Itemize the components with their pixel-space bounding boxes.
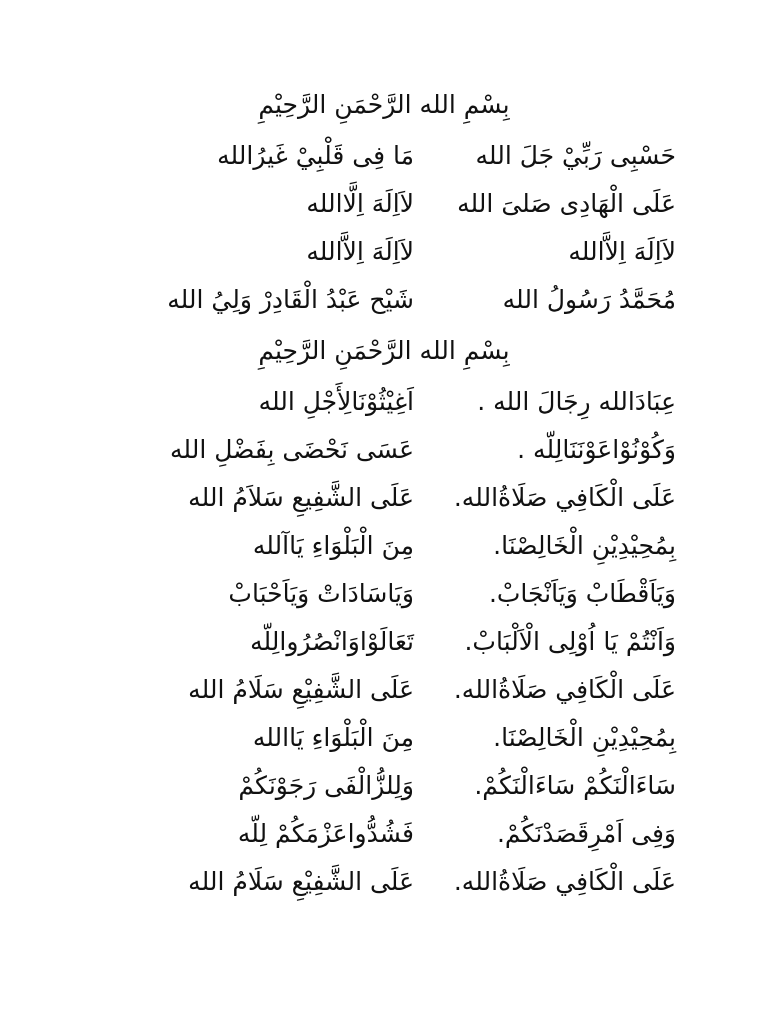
verse-second-hemistich: فَشُدُّواعَزْمَكُمْ لِلّه <box>237 819 414 848</box>
verse-line <box>156 670 676 710</box>
verse-second-hemistich: اَغِيْثُوْنَالِأَجْلِ الله <box>258 387 414 416</box>
verse-second-hemistich: وَيَاسَادَاتْ وَيَاَحْبَابْ <box>228 579 414 608</box>
verse-second-hemistich: عَسَى نَحْضَى بِفَضْلِ الله <box>170 435 414 464</box>
verse-first-hemistich: سَاءَالْنَكُمْ سَاءَالْنَكُمْ. <box>474 771 676 800</box>
verse-second-hemistich: لاَاِلَهَ اِلَّاالله <box>306 189 414 218</box>
verse-second-hemistich: وَلِلزُّالْفَى رَجَوْنَكُمْ <box>238 771 414 800</box>
verse-first-hemistich: وَاَنْتُمْ يَا اُوْلِى الْاَلْبَابْ. <box>464 627 676 656</box>
verse-line <box>156 766 676 806</box>
verse-second-hemistich: لاَاِلَهَ اِلاَّالله <box>306 237 414 266</box>
verse-second-hemistich: تَعَالَوْاوَانْصُرُوالِلّه <box>250 627 414 656</box>
verse-first-hemistich: وَكُوْنُوْاعَوْنَنَالِلّه . <box>517 435 676 464</box>
verse-line <box>156 718 676 758</box>
verse-line <box>156 184 676 224</box>
verse-second-hemistich: مِنَ الْبَلْوَاءِ يَاآلله <box>252 531 414 560</box>
verse-first-hemistich: لاَاِلَهَ اِلاَّالله <box>568 237 676 266</box>
verse-line <box>156 814 676 854</box>
verse-line <box>156 526 676 566</box>
verse-first-hemistich: مُحَمَّدُ رَسُولُ الله <box>502 285 676 314</box>
verse-line <box>156 382 676 422</box>
verse-line <box>156 136 676 176</box>
verse-first-hemistich: عَلَى الْكَافِي صَلَاةُالله. <box>453 675 676 704</box>
basmala-heading: بِسْمِ الله الرَّحْمَنِ الرَّحِيْمِ <box>258 336 510 365</box>
verse-line <box>156 478 676 518</box>
verse-line <box>156 622 676 662</box>
verse-line <box>156 280 676 320</box>
verse-first-hemistich: بِمُحِيْدِيْنِ الْخَالِصْنَا. <box>493 531 676 560</box>
verse-line <box>156 430 676 470</box>
verse-first-hemistich: وَيَاَقْطَابْ وَيَاَنْجَابْ. <box>488 579 676 608</box>
verse-second-hemistich: مِنَ الْبَلْوَاءِ يَاالله <box>252 723 414 752</box>
verse-second-hemistich: عَلَى الشَّفِيْعِ سَلَامُ الله <box>188 675 414 704</box>
verse-second-hemistich: عَلَى الشَّفِيعِ سَلاَمُ الله <box>188 483 414 512</box>
verse-line <box>156 232 676 272</box>
verse-second-hemistich: شَيْح عَبْدُ الْقَادِرْ وَلِيُ الله <box>167 285 414 314</box>
verse-first-hemistich: بِمُحِيْدِيْنِ الْخَالِصْنَا. <box>493 723 676 752</box>
verse-first-hemistich: حَسْبِى رَبِّيْ جَلَ الله <box>475 141 676 170</box>
basmala-heading: بِسْمِ الله الرَّحْمَنِ الرَّحِيْمِ <box>258 90 510 119</box>
verse-first-hemistich: وَفِى اَمْرِقَصَدْنَكُمْ. <box>496 819 676 848</box>
verse-second-hemistich: مَا فِى قَلْبِيْ غَيرُالله <box>217 141 414 170</box>
verse-first-hemistich: عَلَى الْكَافِي صَلَاةُالله. <box>453 867 676 896</box>
verse-first-hemistich: عَلَى الْهَادِى صَلىَ الله <box>457 189 676 218</box>
verse-line <box>156 862 676 902</box>
verse-line <box>156 574 676 614</box>
verse-first-hemistich: عِبَادَالله رِجَالَ الله . <box>477 387 676 416</box>
verse-second-hemistich: عَلَى الشَّفِيْعِ سَلَامُ الله <box>188 867 414 896</box>
verse-first-hemistich: عَلَى الْكَافِي صَلَاةُالله. <box>453 483 676 512</box>
